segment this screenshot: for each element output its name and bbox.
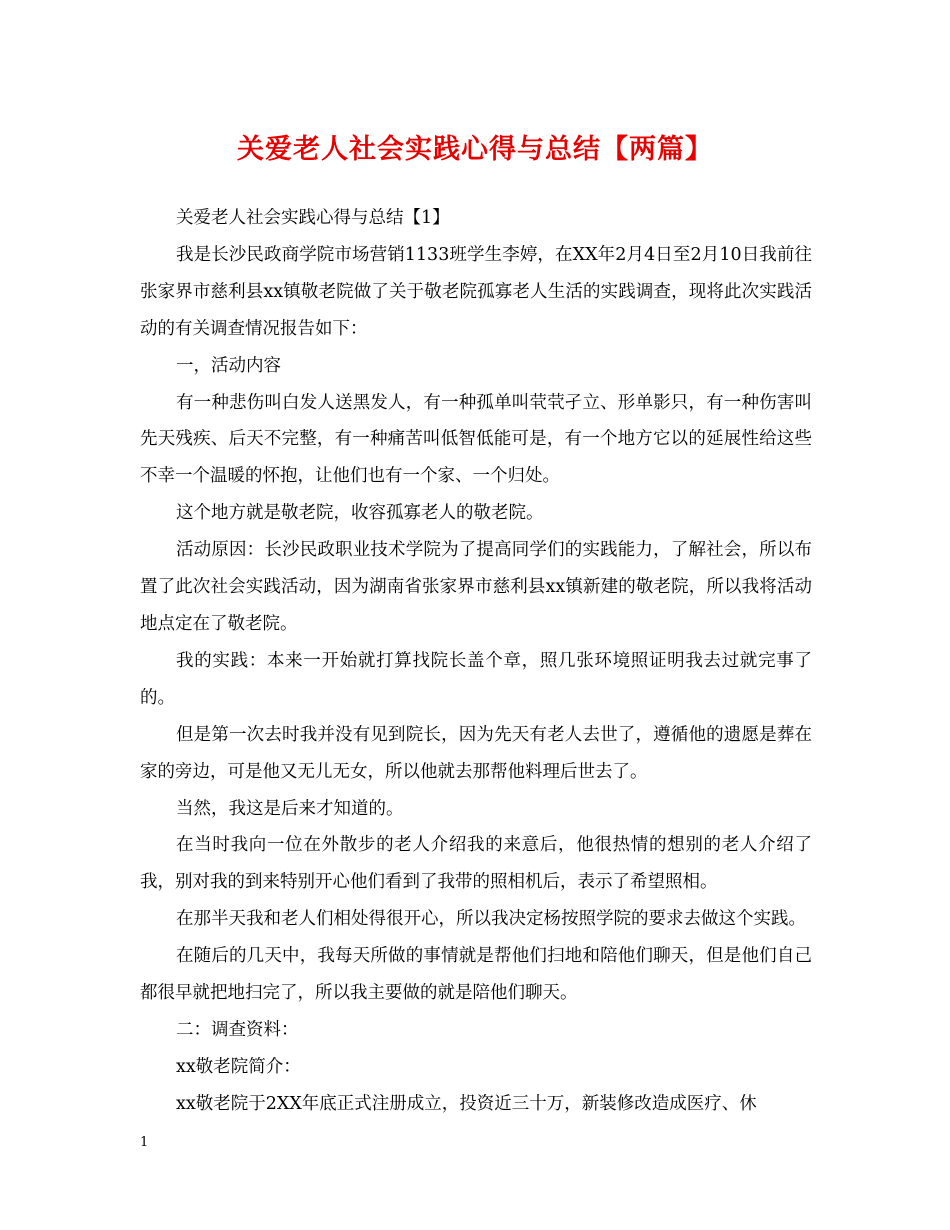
paragraph: 我的实践：本来一开始就打算找院长盖个章，照几张环境照证明我去过就完事了的。 — [140, 650, 812, 708]
paragraph: 我是长沙民政商学院市场营销1133班学生李婷，在XX年2月4日至2月10日我前往张家界市慈利县xx镇敬老院做了关于敬老院孤寡老人生活的实践调查，现将此次实践活动的有关调查情况报告如下： — [140, 244, 812, 339]
document-title: 关爱老人社会实践心得与总结【两篇】 — [237, 134, 713, 165]
paragraph: 有一种悲伤叫白发人送黑发人，有一种孤单叫茕茕孑立、形单影只，有一种伤害叫先天残疾、后天不完整，有一种痛苦叫低智低能可是，有一个地方它以的延展性给这些不幸一个温暖的怀抱，让他们也有一个家、一个归处。 — [140, 392, 812, 487]
paragraph: xx敬老院于2XX年底正式注册成立，投资近三十万，新装修改造成医疗、休 — [176, 1093, 757, 1114]
paragraph: 但是第一次去时我并没有见到院长，因为先天有老人去世了，遵循他的遗愿是葬在家的旁边，可是他又无儿无女，所以他就去那帮他料理后世去了。 — [140, 724, 812, 782]
paragraph: 一，活动内容 — [176, 355, 281, 376]
paragraph: xx敬老院简介： — [176, 1056, 301, 1077]
paragraph: 这个地方就是敬老院，收容孤寡老人的敬老院。 — [176, 503, 544, 524]
document-body — [140, 200, 812, 1123]
page-number: 1 — [140, 1135, 149, 1150]
paragraph: 关爱老人社会实践心得与总结【1】 — [176, 208, 450, 228]
paragraph: 当然，我这是后来才知道的。 — [176, 798, 404, 819]
paragraph: 在随后的几天中，我每天所做的事情就是帮他们扫地和陪他们聊天，但是他们自己都很早就把地扫完了，所以我主要做的就是陪他们聊天。 — [140, 946, 812, 1004]
paragraph: 在当时我向一位在外散步的老人介绍我的来意后，他很热情的想别的老人介绍了我，别对我的到来特别开心他们看到了我带的照相机后，表示了希望照相。 — [140, 835, 812, 893]
paragraph: 二：调查资料： — [176, 1019, 299, 1040]
paragraph: 活动原因：长沙民政职业技术学院为了提高同学们的实践能力，了解社会，所以布置了此次社会实践活动，因为湖南省张家界市慈利县xx镇新建的敬老院，所以我将活动地点定在了敬老院。 — [140, 540, 812, 634]
paragraph: 在那半天我和老人们相处得很开心，所以我决定杨按照学院的要求去做这个实践。 — [176, 909, 806, 930]
